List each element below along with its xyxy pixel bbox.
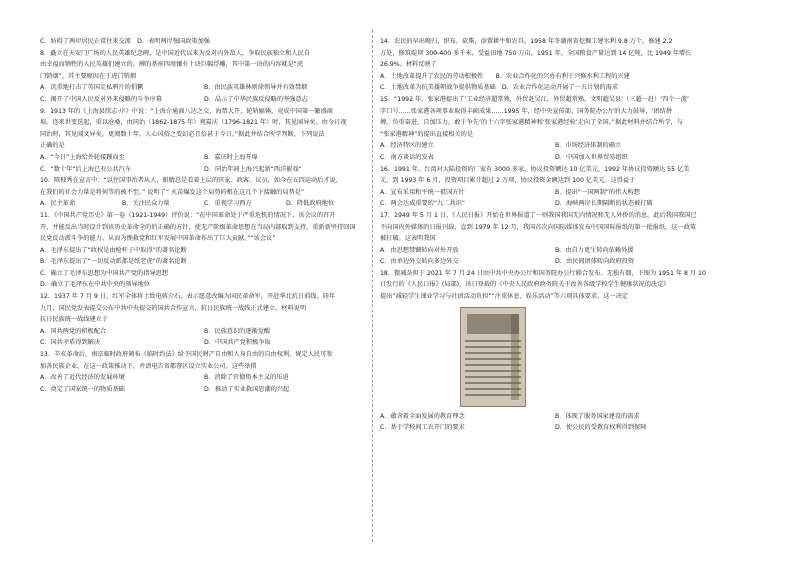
option-d: D．中国共产党积极争取 <box>204 339 271 347</box>
option-d: D．中国加入世界贸易组织 <box>555 153 628 161</box>
question-15-stem: 字口号……张家港各项事业取得丰硕成果……1995 年，经中央宣传部，国务院办公厅的大力鼓导，‘团结拼 <box>380 107 672 115</box>
left-column <box>40 36 368 395</box>
option-b: B．毛泽东提出了“一切反动派都是纸老虎”的著名论断 <box>40 258 187 266</box>
question-11-stem: 民党反动派斗争的能力。从而为挽救党和红军发展中国革命作出了巨大贡献。”“该会议” <box>40 235 276 243</box>
question-9-stem: 埠。迩来世变迭起，重以沧桑，由同治（1862-1875 年）观嘉庆（1796-1821 年）时，其见闻异矣。由今日视 <box>40 119 347 127</box>
option-d: D．海峡两岸长期隔断的状态被打破 <box>555 200 653 208</box>
option-a: A．蕴含着全面发展的教育理念 <box>380 412 465 420</box>
option-d: D．降低政府地位 <box>286 200 335 208</box>
option-c: C．“数十年”后上海已有公共汽车 <box>40 165 132 173</box>
question-9-options <box>40 164 368 176</box>
text-line: C．妨碍了两岸居民正常往来交流 D．表明两岸强国政策加强 <box>40 38 210 45</box>
option-b: B．嘉庆时上海开埠 <box>204 153 258 161</box>
option-a: A．民主革命 <box>40 200 76 208</box>
question-12-options <box>40 337 368 349</box>
question-8-options <box>40 94 368 106</box>
question-16-options <box>380 187 730 199</box>
question-11-stem: 开，并能反出当时设计到该历史革命全的的正确的方针，使无产阶级革命思想在当局内部取到支持，重新新坚持回国 <box>40 223 356 231</box>
option-b: B．由自力更生转向依赖外援 <box>555 246 634 254</box>
question-9-stem: 9．1913 年的《上海县续志·序》中说：“上海介通商八达之交，海禁大开，轮轨辐辏，竟成中国第一繁盛商 <box>40 107 333 115</box>
question-10-stem: 在我们的社会力量是将何等的被不至。” 说明了“ 火苗爆发这个局势的根在这几个下接触的局势是” <box>40 188 305 196</box>
option-a: A．国共两党的积极配合 <box>40 327 107 335</box>
question-17-stem: 被打破。这表明我国 <box>380 235 436 243</box>
question-18-stem: 提出“减轻学生课业学习与社团活动负担”“注重休息、娱乐活动”等六项具体要求。这一决定 <box>380 293 628 301</box>
question-12-stem: 抗日民族统一战线建立于 <box>40 316 109 324</box>
option-b: B．消除了官僚资本主义的压迫 <box>204 374 289 382</box>
question-13-stem: 13．辛亥革命后，南京临时政府颁布《临时约法》给予国民财产自由和人身自由的自由权利，规定人民可参 <box>40 351 333 359</box>
question-8-stem: 8．矗立在天安门广场的人民英雄纪念碑，是中国近代以来为反对内外敌人，争取民族独立和人民自 <box>40 49 310 57</box>
option-c: C．由单边外交转向多边外交 <box>380 258 459 266</box>
question-15-stem: 15．“1992 年，张家港提出了‘工业经济超常熟，外贸赶吴江，外贸超常熟，文明超吴县’（三超一赶）‘四个一流’ <box>380 95 689 103</box>
question-12-stem: 九月，国民党发表提交公布中共中央提交的国共合作宣言，抗日民族统一战线正式建立。材料说明 <box>40 304 307 312</box>
question-13-stem: 加各民族企业。在这一政策推动下，并请电告省都督区设立实业公司。这些举措 <box>40 362 257 370</box>
option-d: D．晶示了中华民族反侵略的坚强意志 <box>204 95 308 103</box>
question-8-stem: 门销烟”。其主要原因在于虎门销烟 <box>40 72 137 80</box>
question-14-options-ab: A．土地改革提升了农民的劳动积极性 B．农业合作化的兴办有利于兴修水利工程的兴建 <box>380 72 630 80</box>
option-a: A．毛泽东提出了“政权是由枪杆子中取得”的著名论断 <box>40 246 187 254</box>
question-15-stem: 搏，负重奋进，自加压力，敢于争先’的十六字张家港精神和‘张家港经验’走向了全国。”据此材料并结合所学，与 <box>380 119 684 127</box>
option-b: B．关注民众力量 <box>122 200 170 208</box>
question-14-stem: 26.9%。材料反映了 <box>380 61 437 69</box>
option-c: C．重视学习西方 <box>204 200 252 208</box>
question-9-stem: 正确的是 <box>40 142 65 150</box>
option-a: A．经济特区的建立 <box>380 142 434 150</box>
question-14-stem: 14．农民的早出晚归，织布、砍柴，添置耕牛和农具。1958 年冬湖南省挖掘工建水利 9.8 万个，修建 2.2 <box>380 38 673 45</box>
question-9-stem: 同治时，其见闻又异矣。更阅数十年，人心风俗之变幻必且倍甚于今日。”据此并结合所学判断，下列说法 <box>40 130 325 138</box>
option-c: C．揭开了中国人民反对外来侵略的斗争序幕 <box>40 95 162 103</box>
question-8-options <box>40 82 368 94</box>
question-16-options <box>380 198 730 210</box>
option-b: B．体现了服务国家建设的需求 <box>555 412 640 420</box>
question-18-options <box>380 411 730 423</box>
option-c: C．两会达成重要的“九二共识” <box>380 200 465 208</box>
option-d: D．同治年间上海兴起新“西洋影戏” <box>204 165 302 173</box>
option-c: C．奠定了国家统一的物质基础 <box>40 385 125 393</box>
option-d: D．由民间团体转向政府投资 <box>555 258 635 266</box>
question-11-stem: 11．《中国共产党历史》第一卷（1921-1949）评价说：“在中国革命处于严重危机的情况下，该会议的召开 <box>40 211 336 219</box>
option-b: B．由民族英雄林则徐领导并有效禁烟 <box>204 84 308 92</box>
question-10-options <box>40 198 368 210</box>
option-b: B．民族意识的逐渐觉醒 <box>204 327 271 335</box>
question-16-stem: 元，到 1993 年 6 月，投资项目累计超过 2 万项，协议投资金额达到 100 亿美元。这得益于 <box>380 177 636 185</box>
option-a: A．沉重地打击了英国走私鸦片的猖獗 <box>40 84 144 92</box>
question-14-options-cd: C．土地改革为抗美援朝战争提供物质基础 D．农业合作化运动开展了一五计划的需求 <box>380 84 619 92</box>
option-c: C．国共矛盾得到解决 <box>40 339 101 347</box>
question-13-options <box>40 384 368 396</box>
question-9-options <box>40 152 368 164</box>
option-c: C．确立了毛泽东思想为中国共产党的指导思想 <box>40 269 169 277</box>
question-18-options <box>380 422 730 434</box>
question-15-stem: “张家港精神”的提出直接相关的是 <box>380 130 474 138</box>
option-b: B．提出“一国两制”的伟大构想 <box>555 188 640 196</box>
question-17-options <box>380 245 730 257</box>
question-15-options <box>380 140 730 152</box>
right-column <box>380 36 730 434</box>
option-c: C．基于学校间工农开门的要求 <box>380 424 465 432</box>
question-18-stem: 18．微减杂担于 2021 年 7 月 24 日由中共中央办公厅和国务院办公厅联合发布。无独有偶，下图为 1951 年 8 月 10 <box>380 269 706 277</box>
column-divider <box>372 30 373 542</box>
question-12-stem: 12．1937 年 7 月 9 日，红军全体将士致电蒋介石，表示愿意改编为国民革命军，开赴华北抗日前线。同年 <box>40 293 336 301</box>
option-a: A．宣布采用和平统一祖国方针 <box>380 188 465 196</box>
option-a: A．由思想禁锢转向对外开放 <box>380 246 459 254</box>
option-d: D．推动了实业救国思潮的兴起 <box>204 385 290 393</box>
question-17-stem: 17．1949 年 5 月 1 日，《人民日报》开始在世界报道了一则我国我国无内情况和无人外侨的消息。此后我国我国已 <box>380 211 697 219</box>
question-8-stem: 由幸福而牺牲的人民英雄们建立的。碑的基座四周镶有十块巨幅浮雕，其中第一块的内容就是“虎 <box>40 61 304 69</box>
option-a: A．“今日”上海恰外轮接踵而至 <box>40 153 125 161</box>
option-d: D．使公民的受教育权利得到保障 <box>555 424 647 432</box>
question-17-stem: 不向国内外媒体的日报刊载，直到 1979 年 12 月，我国首次向国际媒体发布中国国际报纸的第一批报纸，这一政策 <box>380 223 697 231</box>
question-15-options <box>380 152 730 164</box>
newspaper-photo-icon <box>460 307 526 407</box>
question-17-options <box>380 256 730 268</box>
option-d: D．确立了毛泽东在中共中央的领导地位 <box>40 281 150 289</box>
question-14-stem: 万处，修筑堤坝 300-400 多千米，受益田地 750 万亩。1951 年，全国粮食产量达到 14 亿吨，比 1949 年增长 <box>380 49 692 57</box>
option-c: C．南方谈话的发表 <box>380 153 434 161</box>
question-16-stem: 16．1991 年，台湾对大陆投资的厂家有 3000 多家，协议投资额达 10 亿美元，1992 年协议投资额达 55 亿美 <box>380 165 690 173</box>
option-a: A．改善了近代经济的发展环境 <box>40 374 125 382</box>
question-13-options <box>40 372 368 384</box>
question-12-options <box>40 326 368 338</box>
question-18-stem: 日发行的《人民日报》(局部)，该日登载的《中央人民政府政务院关于改善各级学校学生健康状况的决定》 <box>380 281 670 289</box>
question-10-stem: 10．陈独秀在宣言中：“以往国事治者从人，眼睛总是看着上层的官家、政客、议员，如今在五四运动后才说， <box>40 177 342 185</box>
option-b: B．市场经济体制的确立 <box>555 142 622 150</box>
